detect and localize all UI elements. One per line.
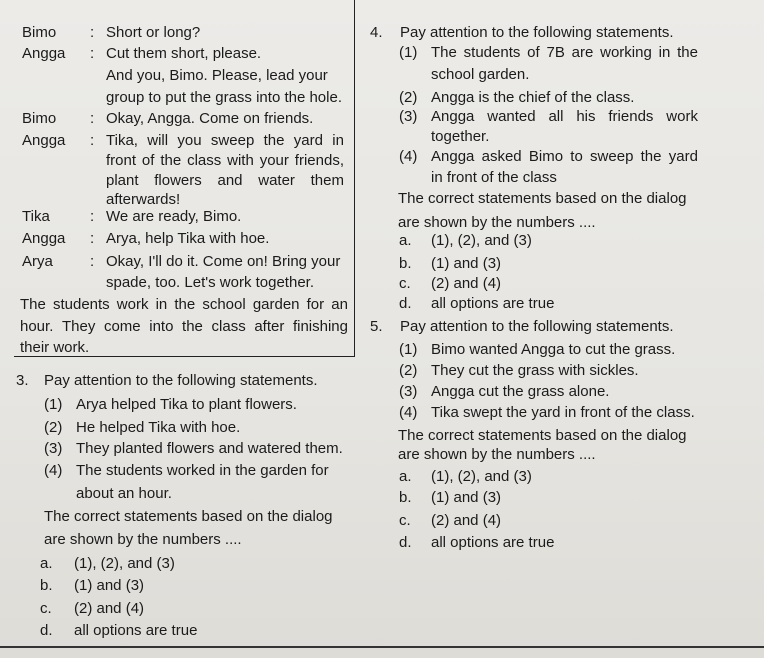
word: flowers <box>154 172 202 189</box>
option-letter: b. <box>399 255 412 272</box>
word: The <box>431 44 457 61</box>
option-letter: b. <box>399 489 412 506</box>
word: hour. <box>20 318 54 335</box>
word: into <box>149 318 174 335</box>
word: asked <box>481 148 522 165</box>
word: water <box>258 172 295 189</box>
statement-text: Arya helped Tika to plant flowers. <box>76 396 297 413</box>
dialog-speaker: Tika <box>22 208 50 225</box>
statement-number: (2) <box>399 362 418 379</box>
statement-number: (1) <box>44 396 63 413</box>
dialog-narration: their work. <box>20 339 90 356</box>
dialog-colon: : <box>90 253 95 270</box>
word: class <box>187 152 222 169</box>
dialog-narration <box>20 318 348 335</box>
dialog-narration <box>20 296 348 313</box>
statement-number: (3) <box>44 440 63 457</box>
word: work <box>666 108 698 125</box>
dialog-speaker: Bimo <box>22 24 57 41</box>
option-text: all options are true <box>431 534 555 551</box>
word: wanted <box>487 108 536 125</box>
option-text: (1), (2), and (3) <box>74 555 175 572</box>
question-stem: Pay attention to the following statements. <box>400 24 674 41</box>
statement-text: together. <box>431 128 490 145</box>
word: the <box>640 148 662 165</box>
question-prompt: The correct statements based on the dialog <box>44 508 333 525</box>
statement-text <box>431 44 698 61</box>
word: Angga <box>431 108 475 125</box>
dialog-text <box>106 172 344 189</box>
option-letter: d. <box>399 534 412 551</box>
statement-number: (2) <box>44 419 63 436</box>
question-number: 5. <box>370 318 383 335</box>
option-text: (1), (2), and (3) <box>431 232 532 249</box>
dialog-colon: : <box>90 230 95 247</box>
word: 7B <box>546 44 565 61</box>
statement-text: He helped Tika with hoe. <box>76 419 241 436</box>
word: with <box>227 152 254 169</box>
option-text: all options are true <box>74 622 198 639</box>
option-text: (1) and (3) <box>431 255 502 272</box>
statement-number: (4) <box>399 404 418 421</box>
question-prompt: The correct statements based on the dialog <box>398 190 687 207</box>
word: in <box>658 44 671 61</box>
statement-text: in front of the class <box>431 169 557 186</box>
dialog-text: Arya, help Tika with hoe. <box>106 230 270 247</box>
statement-text: They planted flowers and watered them. <box>76 440 343 457</box>
option-letter: a. <box>399 468 412 485</box>
statement-text: Angga cut the grass alone. <box>431 383 610 400</box>
word: friends, <box>294 152 344 169</box>
option-letter: c. <box>40 600 52 617</box>
word: friends <box>608 108 654 125</box>
word: them <box>310 172 344 189</box>
question-prompt: are shown by the numbers .... <box>398 214 596 231</box>
dialog-text: group to put the grass into the hole. <box>106 89 342 106</box>
word: your <box>259 152 289 169</box>
word: of <box>527 44 540 61</box>
option-text: (2) and (4) <box>431 275 502 292</box>
word: come <box>103 318 141 335</box>
word: the <box>174 296 196 313</box>
word: the <box>182 318 203 335</box>
option-text: all options are true <box>431 295 555 312</box>
statement-number: (3) <box>399 108 418 125</box>
word: will <box>147 132 169 149</box>
option-letter: a. <box>40 555 53 572</box>
word: work <box>116 296 149 313</box>
option-text: (1) and (3) <box>431 489 502 506</box>
statement-text: school garden. <box>431 66 530 83</box>
dialog-text: We are ready, Bimo. <box>106 208 242 225</box>
dialog-speaker: Angga <box>22 45 66 62</box>
statement-text: Angga is the chief of the class. <box>431 89 635 106</box>
statement-number: (4) <box>44 462 63 479</box>
statement-text: about an hour. <box>76 485 172 502</box>
option-text: (1) and (3) <box>74 577 145 594</box>
word: finishing <box>292 318 348 335</box>
word: sweep <box>210 132 255 149</box>
word: all <box>548 108 564 125</box>
option-text: (2) and (4) <box>431 512 502 529</box>
statement-text: They cut the grass with sickles. <box>431 362 639 379</box>
word: plant <box>106 172 139 189</box>
dialog-colon: : <box>90 110 95 127</box>
dialog-colon: : <box>90 45 95 62</box>
word: garden <box>252 296 300 313</box>
word: students <box>52 296 110 313</box>
word: The <box>20 296 46 313</box>
statement-number: (1) <box>399 341 418 358</box>
word: Angga <box>431 148 475 165</box>
question-prompt: The correct statements based on the dialog <box>398 427 687 444</box>
word: the <box>677 44 698 61</box>
statement-text: Tika swept the yard in front of the class. <box>431 404 695 421</box>
option-letter: c. <box>399 275 411 292</box>
word: working <box>600 44 652 61</box>
statement-text <box>431 108 698 125</box>
word: his <box>576 108 596 125</box>
option-text: (2) and (4) <box>74 600 145 617</box>
dialog-speaker: Angga <box>22 132 66 149</box>
word: the <box>160 152 182 169</box>
page-bottom-rule <box>0 646 764 648</box>
dialog-colon: : <box>90 24 95 41</box>
word: in <box>155 296 168 313</box>
word: after <box>254 318 285 335</box>
question-prompt: are shown by the numbers .... <box>398 446 596 463</box>
option-letter: b. <box>40 577 53 594</box>
statement-text <box>431 148 698 165</box>
dialog-text <box>106 152 344 169</box>
dialog-text: spade, too. Let's work together. <box>106 274 314 291</box>
dialog-text: afterwards! <box>106 191 181 208</box>
option-text: (1), (2), and (3) <box>431 468 532 485</box>
word: an <box>331 296 348 313</box>
dialog-text: Okay, Angga. Come on friends. <box>106 110 314 127</box>
word: the <box>263 132 285 149</box>
word: and <box>217 172 243 189</box>
dialog-text: And you, Bimo. Please, lead your <box>106 67 328 84</box>
word: front <box>106 152 137 169</box>
statement-number: (1) <box>399 44 418 61</box>
dialog-colon: : <box>90 132 95 149</box>
dialog-text <box>106 132 344 149</box>
question-prompt: are shown by the numbers .... <box>44 531 242 548</box>
statement-number: (2) <box>399 89 418 106</box>
option-letter: a. <box>399 232 412 249</box>
word: school <box>202 296 246 313</box>
question-number: 3. <box>16 372 29 389</box>
dialog-text: Short or long? <box>106 24 201 41</box>
question-number: 4. <box>370 24 383 41</box>
word: Bimo <box>528 148 564 165</box>
word: students <box>463 44 521 61</box>
question-stem: Pay attention to the following statements. <box>44 372 318 389</box>
dialog-text: Cut them short, please. <box>106 45 262 62</box>
word: to <box>570 148 583 165</box>
word: you <box>177 132 202 149</box>
word: Tika, <box>106 132 138 149</box>
dialog-text: Okay, I'll do it. Come on! Bring your <box>106 253 341 270</box>
option-letter: d. <box>40 622 53 639</box>
option-letter: d. <box>399 295 412 312</box>
word: in <box>332 132 344 149</box>
dialog-speaker: Angga <box>22 230 66 247</box>
word: are <box>571 44 594 61</box>
word: They <box>61 318 96 335</box>
word: for <box>306 296 325 313</box>
question-stem: Pay attention to the following statements. <box>400 318 674 335</box>
word: sweep <box>590 148 634 165</box>
dialog-speaker: Arya <box>22 253 53 270</box>
word: yard <box>668 148 698 165</box>
statement-number: (4) <box>399 148 418 165</box>
word: of <box>141 152 155 169</box>
statement-text: Bimo wanted Angga to cut the grass. <box>431 341 676 358</box>
dialog-colon: : <box>90 208 95 225</box>
word: class <box>211 318 246 335</box>
option-letter: c. <box>399 512 411 529</box>
dialog-speaker: Bimo <box>22 110 57 127</box>
statement-number: (3) <box>399 383 418 400</box>
word: yard <box>293 132 323 149</box>
statement-text: The students worked in the garden for <box>76 462 329 479</box>
